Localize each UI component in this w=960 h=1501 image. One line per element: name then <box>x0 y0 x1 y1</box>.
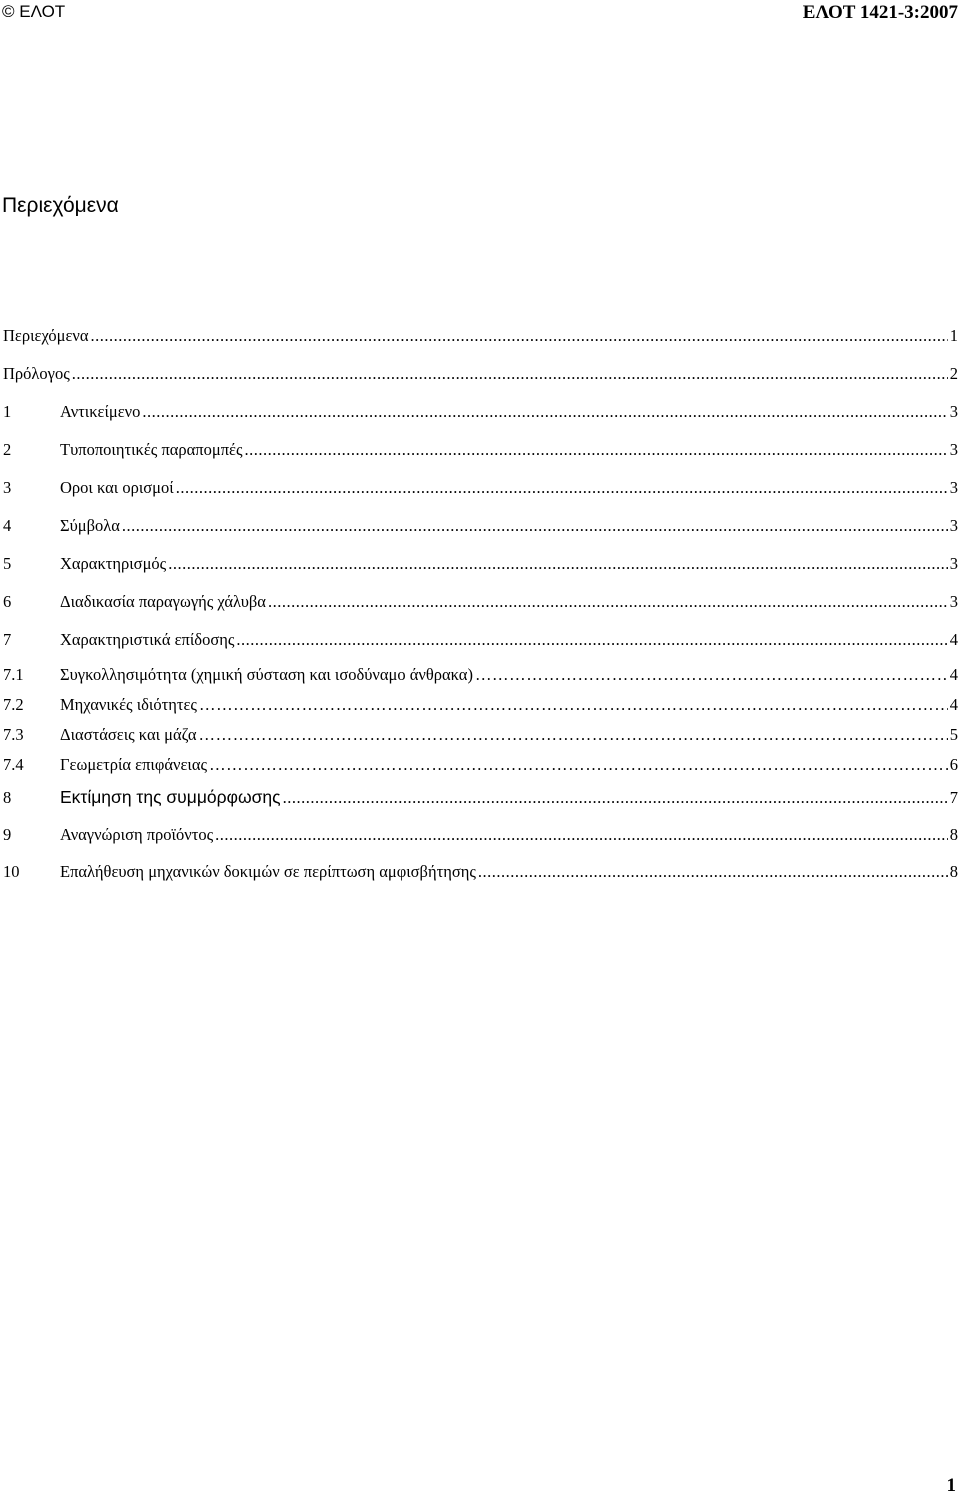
dot-leader <box>72 364 948 384</box>
toc-entry-number: 7.2 <box>3 695 24 714</box>
toc-entry-number: 7.1 <box>3 665 24 684</box>
toc-entry-title: Σύμβολα <box>60 516 120 535</box>
dot-leader <box>209 755 948 775</box>
toc-entry-number: 5 <box>3 554 12 573</box>
toc-entry-title: Αναγνώριση προϊόντος <box>60 825 214 844</box>
toc-entry-page: 4 <box>949 630 958 649</box>
toc-entry-title: Διαστάσεις και μάζα <box>60 725 197 744</box>
toc-entry-7[interactable] <box>3 630 958 654</box>
dot-leader <box>199 725 948 745</box>
toc-entry-number: 9 <box>3 825 12 844</box>
dot-leader <box>236 630 947 650</box>
dot-leader <box>176 478 948 498</box>
toc-entry-page: 2 <box>949 364 958 383</box>
toc-entry-page: 8 <box>949 825 958 844</box>
dot-leader <box>168 554 948 574</box>
toc-entry-7-2[interactable] <box>3 695 958 719</box>
toc-entry-3[interactable] <box>3 478 958 502</box>
toc-entry-7-1[interactable] <box>3 665 958 689</box>
toc-entry-page: 5 <box>949 725 958 744</box>
toc-entry-page: 3 <box>949 440 958 459</box>
toc-entry-page: 4 <box>949 695 958 714</box>
toc-entry-number: 1 <box>3 402 12 421</box>
toc-entry-page: 3 <box>949 592 958 611</box>
dot-leader <box>478 862 948 882</box>
toc-entry-number: 3 <box>3 478 12 497</box>
toc-entry-8[interactable] <box>3 787 958 811</box>
standard-id: ΕΛΟΤ 1421-3:2007 <box>802 2 958 23</box>
toc-entry-10[interactable] <box>3 862 958 886</box>
toc-entry-contents[interactable] <box>3 326 958 350</box>
toc-entry-title: Μηχανικές ιδιότητες <box>60 695 197 714</box>
toc-entry-number: 2 <box>3 440 12 459</box>
toc-entry-7-3[interactable] <box>3 725 958 749</box>
toc-entry-4[interactable] <box>3 516 958 540</box>
toc-entry-6[interactable] <box>3 592 958 616</box>
toc-entry-page: 3 <box>949 516 958 535</box>
toc-entry-page: 8 <box>949 862 958 881</box>
toc-entry-number: 7.3 <box>3 725 24 744</box>
toc-entry-title: Χαρακτηρισμός <box>60 554 167 573</box>
toc-entry-number: 4 <box>3 516 12 535</box>
page-number: 1 <box>946 1475 956 1496</box>
toc-entry-title: Επαλήθευση μηχανικών δοκιμών σε περίπτωση αμφισβήτησης <box>60 862 476 881</box>
page-header <box>0 0 960 28</box>
toc-entry-page: 4 <box>949 665 958 684</box>
toc-entry-page: 3 <box>949 478 958 497</box>
toc-entry-number: 8 <box>3 788 12 807</box>
toc-entry-number: 7 <box>3 630 12 649</box>
toc-entry-number: 10 <box>3 862 20 881</box>
toc-entry-1[interactable] <box>3 402 958 426</box>
toc-entry-title: Εκτίμηση της συμμόρφωσης <box>60 787 281 807</box>
dot-leader <box>199 695 948 715</box>
toc-entry-foreword[interactable] <box>3 364 958 388</box>
toc-entry-7-4[interactable] <box>3 755 958 779</box>
dot-leader <box>142 402 947 422</box>
toc-entry-title: Χαρακτηριστικά επίδοσης <box>60 630 235 649</box>
toc-entry-9[interactable] <box>3 825 958 849</box>
dot-leader <box>475 665 948 685</box>
page-title: Περιεχόμενα <box>2 194 119 217</box>
toc-entry-page: 3 <box>949 402 958 421</box>
toc-entry-5[interactable] <box>3 554 958 578</box>
dot-leader <box>283 788 948 808</box>
dot-leader <box>245 440 948 460</box>
dot-leader <box>215 825 948 845</box>
toc-entry-number: 7.4 <box>3 755 24 774</box>
copyright-label: © ΕΛΟΤ <box>2 2 66 21</box>
toc-entry-title: Τυποποιητικές παραπομπές <box>60 440 243 459</box>
dot-leader <box>91 326 948 346</box>
toc-entry-title: Αντικείμενο <box>60 402 141 421</box>
toc-entry-page: 7 <box>949 788 958 807</box>
dot-leader <box>268 592 948 612</box>
toc-entry-title: Συγκολλησιμότητα (χημική σύσταση και ισοδύναμο άνθρακα) <box>60 665 473 684</box>
dot-leader <box>122 516 948 536</box>
toc-entry-title: Πρόλογος <box>3 364 70 383</box>
toc-entry-title: Διαδικασία παραγωγής χάλυβα <box>60 592 266 611</box>
toc-entry-number: 6 <box>3 592 12 611</box>
toc-entry-title: Γεωμετρία επιφάνειας <box>60 755 208 774</box>
toc-entry-title: Περιεχόμενα <box>3 326 89 345</box>
toc-entry-page: 1 <box>949 326 958 345</box>
toc-entry-2[interactable] <box>3 440 958 464</box>
toc-entry-title: Οροι και ορισμοί <box>60 478 174 497</box>
toc-entry-page: 3 <box>949 554 958 573</box>
toc-entry-page: 6 <box>949 755 958 774</box>
